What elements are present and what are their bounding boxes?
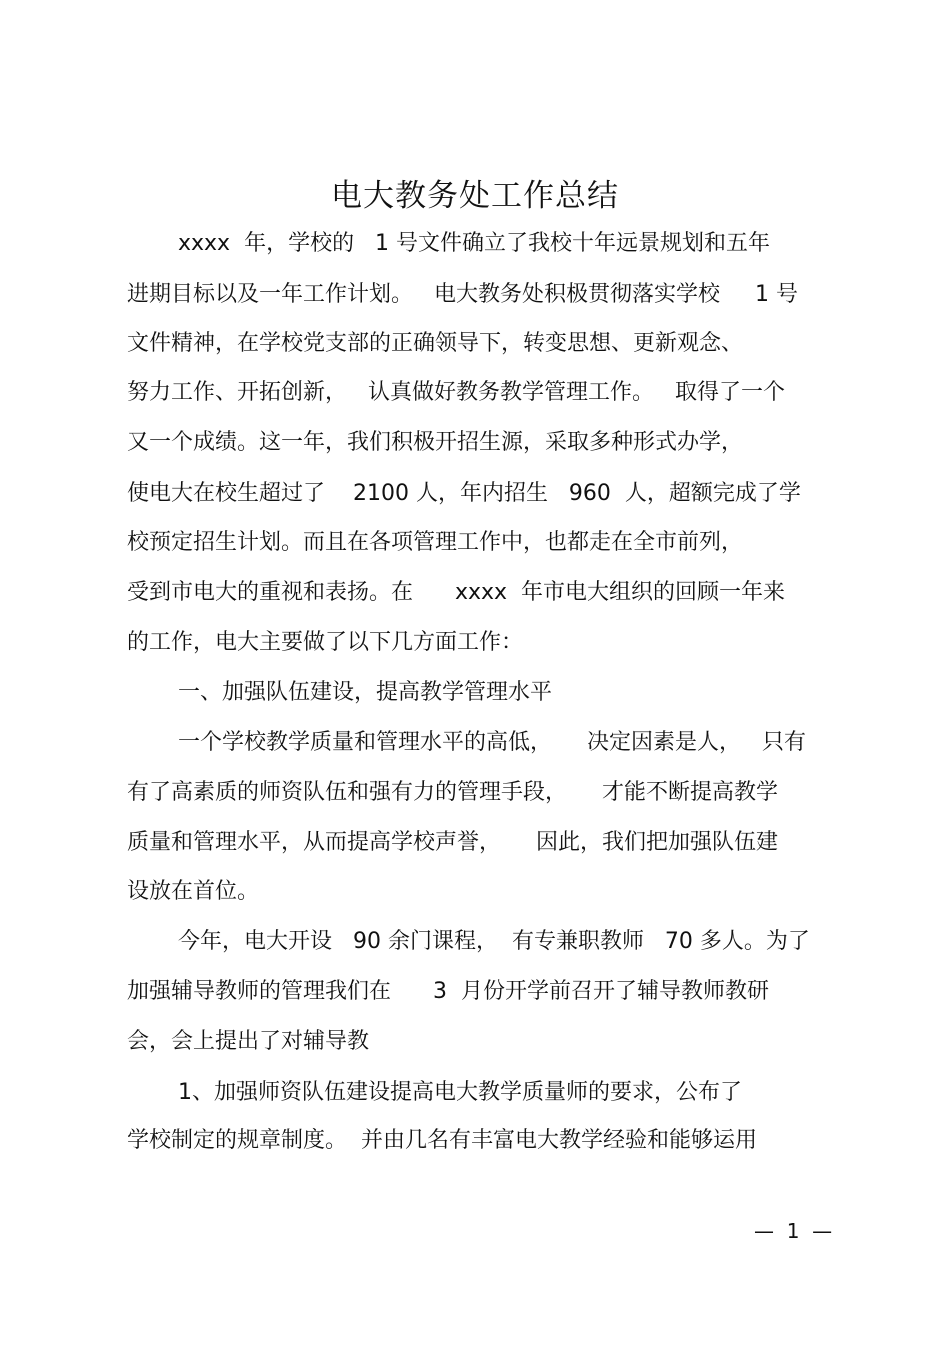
- text-line: 1、加强师资队伍建设提高电大教学质量师的要求，公布了: [178, 1080, 742, 1105]
- text-line: 设放在首位。: [127, 879, 260, 904]
- text-line: 受到市电大的重视和表扬。在 xxxx 年市电大组织的回顾一年来: [127, 580, 786, 605]
- text-line: 加强辅导教师的管理我们在 3 月份开学前召开了辅导教师教研: [127, 979, 769, 1004]
- text-line: 质量和管理水平，从而提高学校声誉， 因此，我们把加强队伍建: [127, 830, 778, 855]
- text-line: 学校制定的规章制度。 并由几名有丰富电大教学经验和能够运用: [127, 1128, 757, 1153]
- text-line: 有了高素质的师资队伍和强有力的管理手段， 才能不断提高教学: [127, 780, 778, 805]
- section-heading: 一、加强队伍建设，提高教学管理水平: [178, 680, 553, 705]
- text-line: 今年，电大开设 90 余门课程， 有专兼职教师 70 多人。为了: [178, 929, 810, 954]
- text-line: xxxx 年，学校的 1 号文件确立了我校十年远景规划和五年: [178, 231, 771, 256]
- text-line: 进期目标以及一年工作计划。 电大教务处积极贯彻落实学校 1 号: [127, 282, 798, 307]
- text-line: 使电大在校生超过了 2100 人，年内招生 960 人，超额完成了学: [127, 481, 801, 506]
- text-line: 的工作，电大主要做了以下几方面工作：: [127, 630, 524, 655]
- text-line: 校预定招生计划。而且在各项管理工作中，也都走在全市前列，: [127, 530, 744, 555]
- text-line: 努力工作、开拓创新， 认真做好教务教学管理工作。 取得了一个: [127, 380, 785, 405]
- text-line: 又一个成绩。这一年，我们积极开招生源，采取多种形式办学，: [127, 430, 744, 455]
- text-line: 会，会上提出了对辅导教: [127, 1029, 370, 1054]
- text-line: 文件精神，在学校党支部的正确领导下，转变思想、更新观念、: [127, 331, 744, 356]
- text-line: 一个学校教学质量和管理水平的高低， 决定因素是人， 只有: [178, 730, 806, 755]
- page-number: — 1 —: [754, 1219, 833, 1243]
- document-title: 电大教务处工作总结: [331, 178, 619, 214]
